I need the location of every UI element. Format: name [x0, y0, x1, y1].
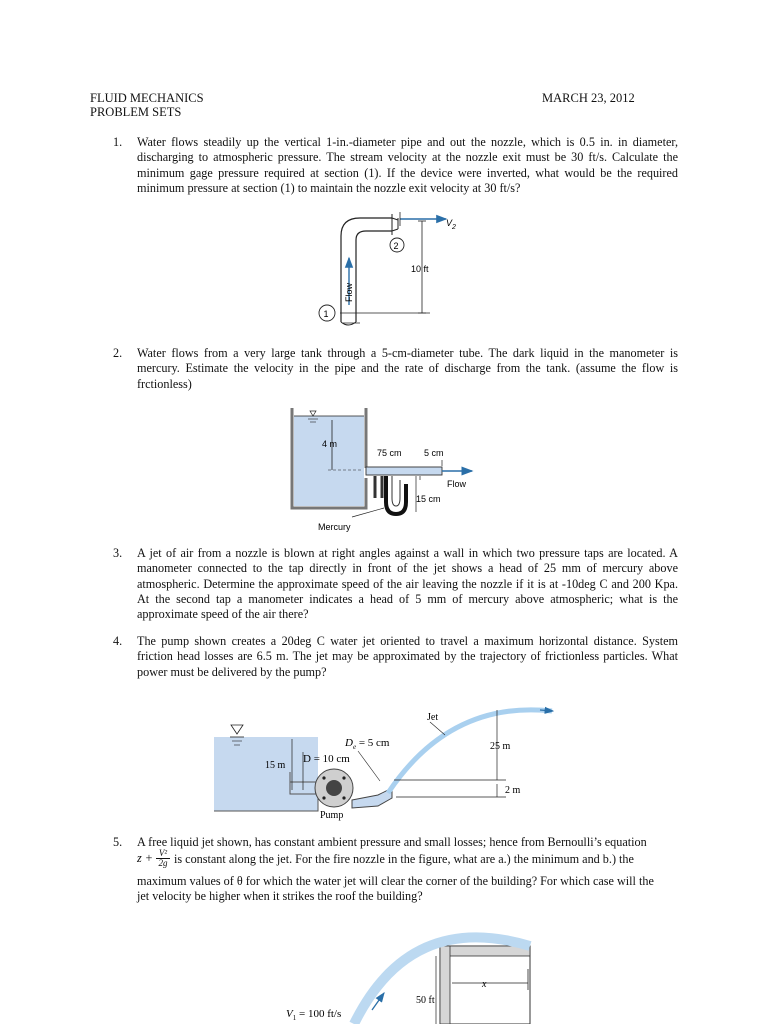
fig4-pump-label: Pump: [320, 810, 344, 821]
problem-5-line-4: jet velocity be higher when it strikes the roof the building?: [137, 889, 423, 903]
problem-4-text: The pump shown creates a 20deg C water jet oriented to travel a maximum horizontal distance. System friction head losses are 6.5 m. The jet may be approximated by the trajectory of frictionless particles. What power must be delivered by the pump?: [137, 634, 678, 679]
fig5-v1-label: $V_1 = 100$ ft/s: [286, 1008, 342, 1022]
figure-2-tank: [292, 408, 472, 517]
eq-numerator: V²: [156, 849, 170, 859]
problem-5-number: 5.: [113, 835, 123, 849]
figure-5-building: [354, 937, 530, 1024]
fig1-section-1-label: 1: [323, 309, 329, 319]
problem-5-line-1: A free liquid jet shown, has constant ambient pressure and small losses; hence from Bernoulli’s equation: [137, 835, 647, 849]
problem-sets-title: PROBLEM SETS: [90, 105, 182, 119]
problem-3-number: 3.: [113, 546, 123, 560]
fig4-25m-label: 25 m: [490, 741, 511, 752]
fig1-height-label: 10 ft: [411, 264, 429, 274]
fig5-50ft-label: 50 ft: [416, 995, 435, 1006]
problem-1-text: Water flows steadily up the vertical 1-in.-diameter pipe and out the nozzle, which is 0.5 in. in diameter, discharging to atmospheric pressure. The stream velocity at the nozzle exit must be 30 ft/s. Calculate the minimum gage pressure required at section (1). If the device were inverted, what would be the required minimum pressure at section (1) to maintain the nozzle exit velocity at 30 ft/s?: [137, 135, 678, 195]
problem-1-number: 1.: [113, 135, 123, 149]
fig4-de-label: $D_e = 5$ cm: [345, 737, 390, 751]
fig1-flow-label: Flow: [344, 282, 354, 302]
problem-3-text: A jet of air from a nozzle is blown at right angles against a wall in which two pressure taps are located. A manometer connected to the tap directly in front of the jet shows a head of 25 mm of mercury above atmospheric. Determine the approximate speed of the air leaving the nozzle if it is at -10deg C and 200 Kpa. At the second tap a manometer indicates a head of 5 mm of mercury above atmospheric; what is the approximate speed of the air there?: [137, 546, 678, 622]
fig2-flow-label: Flow: [447, 479, 467, 489]
fig5-x-label: x: [482, 979, 487, 990]
fig2-depth-label: 4 m: [322, 439, 338, 449]
eq-z: z +: [137, 851, 154, 865]
problem-2-number: 2.: [113, 346, 123, 360]
fig4-15m-label: 15 m: [265, 760, 286, 771]
fig4-d-label: D = 10 cm: [303, 753, 350, 765]
problem-5-line-3: maximum values of θ for which the water jet will clear the corner of the building? For which case will the: [137, 874, 654, 888]
problem-4-number: 4.: [113, 634, 123, 648]
document-date: MARCH 23, 2012: [542, 91, 635, 105]
course-title: FLUID MECHANICS: [90, 91, 204, 105]
problem-2-text: Water flows from a very large tank through a 5-cm-diameter tube. The dark liquid in the manometer is mercury. Estimate the velocity in the pipe and the rate of discharge from the tank. (assume the flow is frctionless): [137, 346, 678, 391]
fig1-section-2-label: 2: [393, 241, 399, 251]
fig2-mercury-label: Mercury: [318, 522, 351, 532]
eq-denominator: 2g: [158, 858, 168, 868]
fig4-2m-label: 2 m: [505, 785, 521, 796]
fig2-15cm-label: 15 cm: [416, 494, 441, 504]
problem-5-line-2: is constant along the jet. For the fire nozzle in the figure, what are a.) the minimum and b.) the: [174, 852, 634, 866]
fig1-v2-label: $V_2$: [446, 218, 456, 231]
fig2-75cm-label: 75 cm: [377, 448, 402, 458]
fig2-5cm-label: 5 cm: [424, 448, 444, 458]
fig4-jet-label: Jet: [427, 712, 439, 723]
